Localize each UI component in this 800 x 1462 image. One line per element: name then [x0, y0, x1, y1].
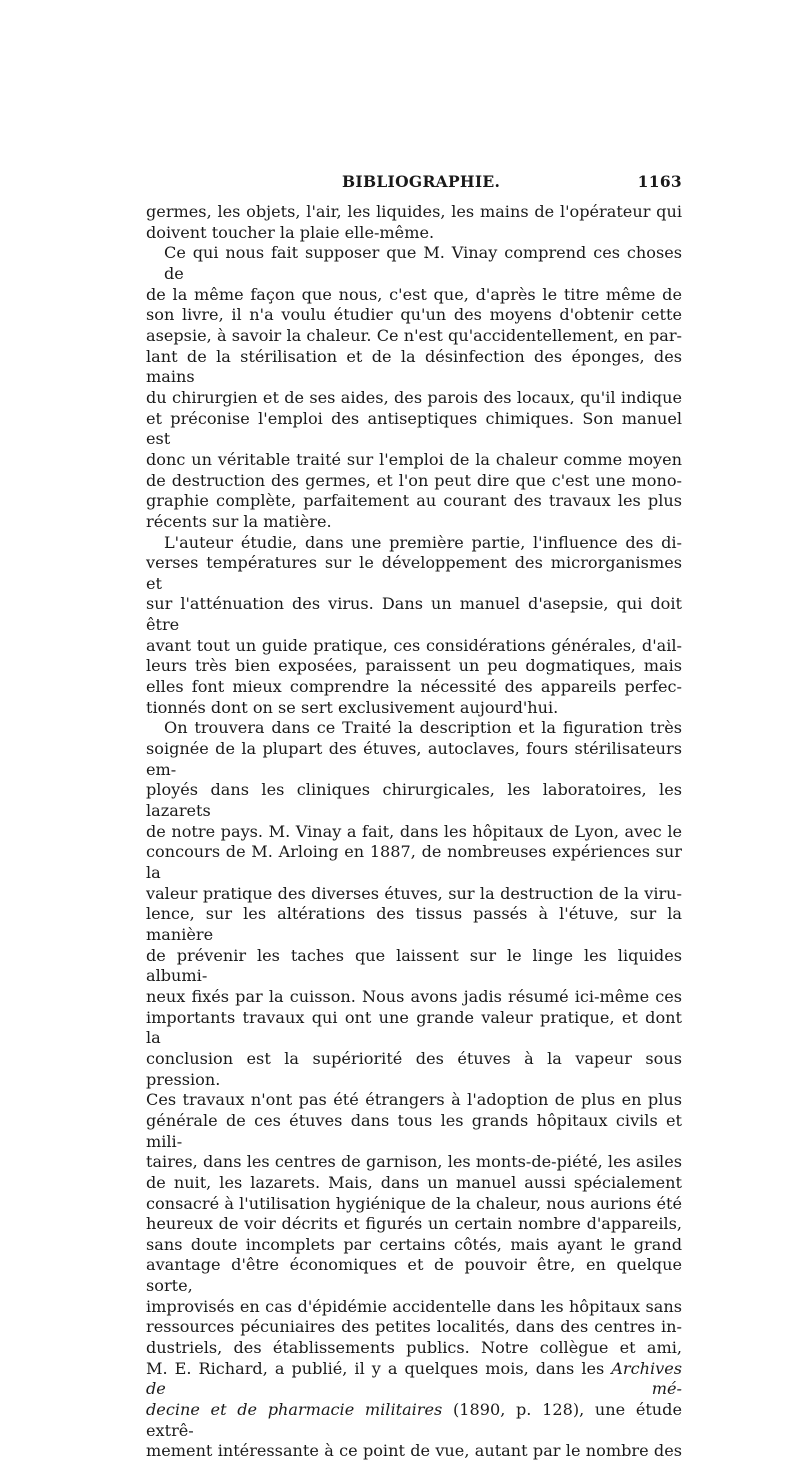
text-line: [146, 1049, 682, 1090]
text-line: [146, 1297, 682, 1318]
text-line: [146, 1173, 682, 1194]
text-line: [146, 285, 682, 306]
text-segment: de nuit, les lazarets. Mais, dans un manuel aussi spécialement: [146, 1172, 682, 1192]
running-title: BIBLIOGRAPHIE.: [342, 172, 501, 191]
text-segment: valeur pratique des diverses étuves, sur la destruction de la viru-: [146, 883, 682, 903]
text-segment: lant de la stérilisation et de la désinfection des éponges, des mains: [146, 346, 682, 387]
text-segment: Ces travaux n'ont pas été étrangers à l'adoption de plus en plus: [146, 1090, 682, 1110]
text-line: [146, 512, 682, 533]
text-segment: sur l'atténuation des virus. Dans un manuel d'asepsie, qui doit être: [146, 594, 682, 635]
text-segment: Ce qui nous fait supposer que M. Vinay comprend ces choses de: [164, 243, 682, 283]
text-segment: consacré à l'utilisation hygiénique de la chaleur, nous aurions été: [146, 1193, 682, 1213]
text-segment: générale de ces étuves dans tous les grands hôpitaux civils et mili-: [146, 1110, 682, 1151]
text-line: [146, 1255, 682, 1296]
text-segment: M. E. Richard, a publié, il y a quelques mois, dans les: [146, 1358, 612, 1378]
text-segment: verses températures sur le développement des microrganismes et: [146, 553, 682, 593]
text-segment: conclusion est la supériorité des étuves à la vapeur sous pression.: [146, 1048, 682, 1089]
text-segment: asepsie, à savoir la chaleur. Ce n'est qu'accidentellement, en par-: [146, 325, 682, 345]
text-segment: ressources pécuniaires des petites localités, dans des centres in-: [146, 1317, 682, 1337]
text-line: [146, 553, 682, 594]
text-line: [146, 656, 682, 677]
text-line: [146, 533, 682, 554]
text-segment: concours de M. Arloing en 1887, de nombreuses expériences sur la: [146, 842, 682, 882]
text-segment: avant tout un guide pratique, ces considérations générales, d'ail-: [146, 635, 682, 655]
text-line: [146, 1111, 682, 1152]
text-line: [146, 594, 682, 635]
text-segment: de prévenir les taches que laissent sur le linge les liquides albumi-: [146, 945, 682, 986]
italic-text: Archives de mé-: [146, 1358, 682, 1399]
text-line: [146, 677, 682, 698]
text-segment: L'auteur étudie, dans une première partie, l'influence des di-: [164, 532, 682, 552]
text-line: [146, 1194, 682, 1215]
text-segment: tionnés dont on se sert exclusivement aujourd'hui.: [146, 697, 559, 717]
text-segment: de destruction des germes, et l'on peut dire que c'est une mono-: [146, 470, 682, 490]
text-segment: avantage d'être économiques et de pouvoir être, en quelque sorte,: [146, 1255, 682, 1296]
text-segment: elles font mieux comprendre la nécessité des appareils perfec-: [146, 677, 682, 697]
page-number: 1163: [637, 172, 682, 191]
text-line: [146, 1214, 682, 1235]
book-page: [146, 172, 682, 1462]
text-line: [146, 1090, 682, 1111]
text-line: [146, 471, 682, 492]
italic-text: decine et de pharmacie militaires: [146, 1400, 443, 1420]
text-line: [146, 842, 682, 883]
text-line: [146, 1008, 682, 1049]
text-line: [146, 409, 682, 450]
text-segment: et préconise l'emploi des antiseptiques chimiques. Son manuel est: [146, 408, 682, 449]
text-segment: du chirurgien et de ses aides, des parois des locaux, qu'il indique: [146, 387, 682, 407]
text-segment: de la même façon que nous, c'est que, d'après le titre même de: [146, 284, 682, 304]
text-line: [146, 884, 682, 905]
text-segment: improvisés en cas d'épidémie accidentelle dans les hôpitaux sans: [146, 1296, 682, 1316]
text-segment: neux fixés par la cuisson. Nous avons jadis résumé ici-même ces: [146, 986, 682, 1006]
text-segment: dustriels, des établissements publics. Notre collègue et ami,: [146, 1338, 682, 1358]
text-line: [146, 780, 682, 821]
text-line: [146, 904, 682, 945]
text-line: [146, 1235, 682, 1256]
text-segment: son livre, il n'a voulu étudier qu'un des moyens d'obtenir cette: [146, 305, 682, 325]
text-segment: de notre pays. M. Vinay a fait, dans les hôpitaux de Lyon, avec le: [146, 821, 682, 841]
text-line: [146, 718, 682, 739]
text-segment: soignée de la plupart des étuves, autoclaves, fours stérilisateurs em-: [146, 739, 682, 779]
text-segment: heureux de voir décrits et figurés un certain nombre d'appareils,: [146, 1214, 682, 1234]
text-line: [146, 1338, 682, 1359]
text-segment: récents sur la matière.: [146, 511, 332, 531]
text-line: [146, 223, 682, 244]
text-line: [146, 491, 682, 512]
text-line: [146, 326, 682, 347]
text-segment: On trouvera dans ce Traité la description et la figuration très: [164, 718, 682, 738]
text-line: [146, 1152, 682, 1173]
text-line: [146, 822, 682, 843]
text-line: [146, 946, 682, 987]
text-line: [146, 202, 682, 223]
text-line: [146, 1317, 682, 1338]
text-segment: doivent toucher la plaie elle-même.: [146, 222, 435, 242]
body-text: [146, 202, 682, 1462]
text-line: [146, 636, 682, 657]
text-segment: lence, sur les altérations des tissus passés à l'étuve, sur la manière: [146, 904, 682, 944]
text-segment: importants travaux qui ont une grande valeur pratique, et dont la: [146, 1007, 682, 1048]
text-line: [146, 739, 682, 780]
text-segment: mement intéressante à ce point de vue, autant par le nombre des: [146, 1441, 682, 1461]
text-line: [146, 698, 682, 719]
text-line: [146, 987, 682, 1008]
text-line: [146, 1400, 682, 1441]
text-segment: ployés dans les cliniques chirurgicales, les laboratoires, les lazarets: [146, 780, 682, 821]
text-segment: germes, les objets, l'air, les liquides, les mains de l'opérateur qui: [146, 202, 682, 221]
text-segment: (1890, p. 128), une étude extrê-: [146, 1400, 682, 1440]
text-line: [146, 347, 682, 388]
text-line: [146, 305, 682, 326]
text-line: [146, 388, 682, 409]
text-line: [146, 243, 682, 284]
text-line: [146, 450, 682, 471]
text-segment: taires, dans les centres de garnison, les monts-de-piété, les asiles: [146, 1152, 682, 1172]
text-segment: leurs très bien exposées, paraissent un peu dogmatiques, mais: [146, 656, 682, 676]
text-line: [146, 1441, 682, 1462]
text-segment: donc un véritable traité sur l'emploi de la chaleur comme moyen: [146, 449, 682, 469]
text-line: [146, 1359, 682, 1400]
page-header: [146, 172, 682, 196]
text-segment: graphie complète, parfaitement au courant des travaux les plus: [146, 491, 682, 511]
text-segment: sans doute incomplets par certains côtés, mais ayant le grand: [146, 1234, 682, 1254]
